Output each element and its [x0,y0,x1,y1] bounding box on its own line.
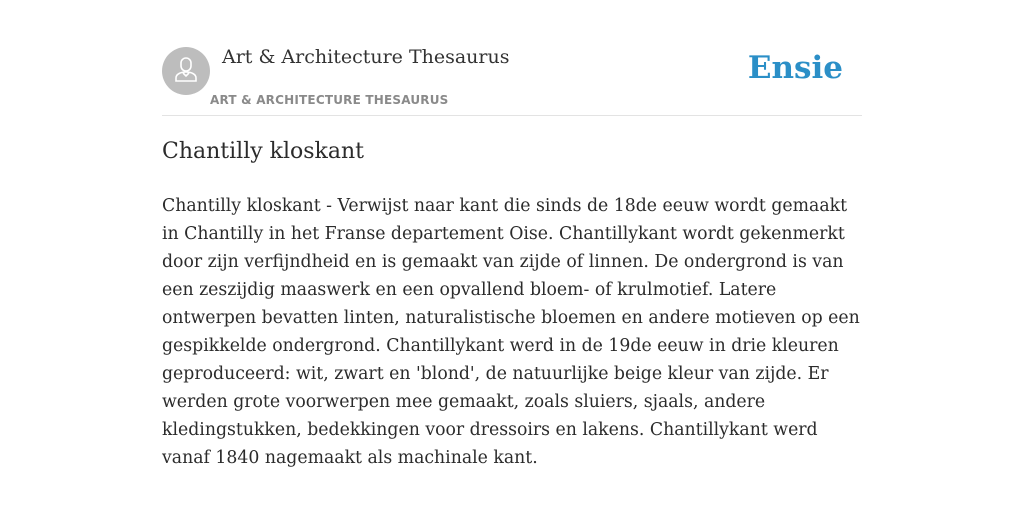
source-title[interactable]: Art & Architecture Thesaurus [222,46,510,68]
entry-body: Chantilly kloskant - Verwijst naar kant die sinds de 18de eeuw wordt gemaakt in Chantilly in het Franse departement Oise. Chantillykant wordt gekenmerkt door zijn verfijndheid en is gemaakt van zijde of linnen. De ondergrond is van een zeszijdig maaswerk en een opvallend bloem- of krulmotief. Latere ontwerpen bevatten linten, naturalistische bloemen en andere motieven op een gespikkelde ondergrond. Chantillykant werd in de 19de eeuw in drie kleuren geproduceerd: wit, zwart en 'blond', de natuurlijke beige kleur van zijde. Er werden grote voorwerpen mee gemaakt, zoals sluiers, sjaals, andere kledingstukken, bedekkingen voor dressoirs en lakens. Chantillykant werd vanaf 1840 nagemaakt als machinale kant. [162,196,860,468]
user-icon [162,47,210,95]
source-subtitle[interactable]: ART & ARCHITECTURE THESAURUS [210,93,449,107]
site-logo[interactable]: Ensie [747,50,843,86]
entry-title: Chantilly kloskant [162,139,365,164]
avatar[interactable] [162,47,210,95]
header-divider [162,115,862,116]
